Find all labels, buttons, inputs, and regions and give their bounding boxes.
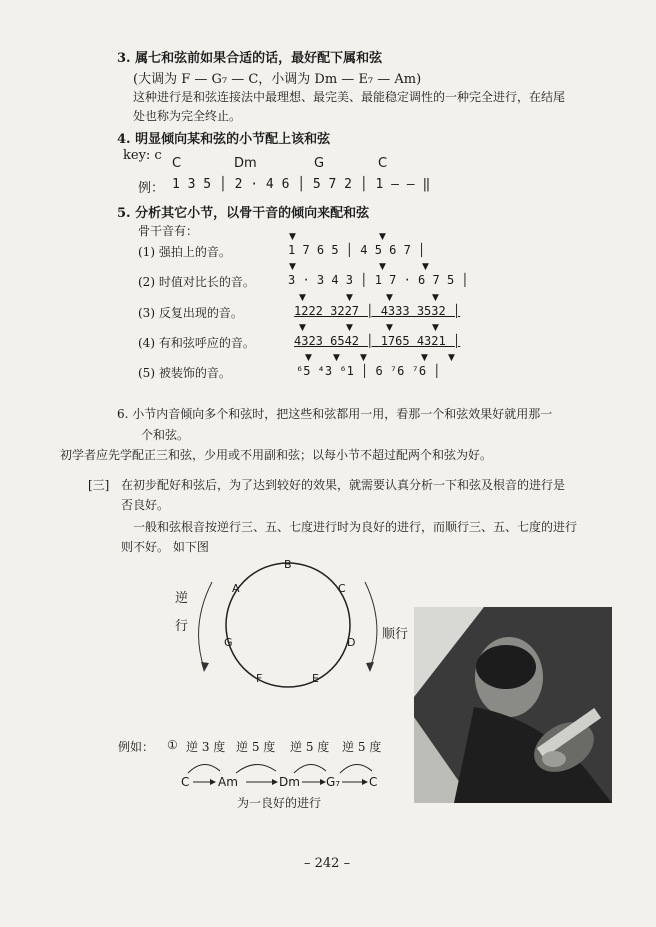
prog-chord-2: Am: [218, 775, 238, 789]
reverse-arrowhead: [201, 662, 209, 672]
item3-desc-1: 这种进行是和弦连接法中最理想、最完美、最能稳定调性的一种完全进行，在结尾: [133, 90, 566, 104]
row-3-label: (3) 反复出现的音。: [138, 306, 243, 320]
row-4-label: (4) 有和弦呼应的音。: [138, 336, 255, 350]
progression-arrows: [176, 755, 386, 795]
row-5-label: (5) 被装饰的音。: [138, 366, 231, 380]
chord-4: C: [378, 156, 388, 171]
note-a: A: [232, 582, 240, 595]
reverse-arc: [199, 582, 212, 668]
row-5-notes: ⁶5 ⁴3 ⁶1 │ 6 ⁷6 ⁷6 │: [296, 364, 441, 378]
section3-mark: [三]: [88, 478, 110, 492]
page-number: – 242 –: [304, 856, 351, 871]
guitarist-photo: [414, 607, 612, 803]
note-g: G: [224, 636, 233, 649]
item6-line-2: 个和弦。: [141, 428, 190, 442]
example-notes: 1 3 5 │ 2 · 4 6 │ 5 7 2 │ 1 — — ‖: [172, 177, 431, 192]
reverse-label-2: 行: [175, 619, 189, 634]
forward-label: 顺行: [382, 627, 409, 642]
example-prog-label: 例如：: [118, 740, 155, 754]
prog-chord-4: G₇: [326, 775, 341, 789]
circle-diagram: [160, 550, 420, 700]
note-c: C: [338, 582, 346, 595]
item5-sub: 骨干音有：: [138, 224, 199, 238]
section3-line-3: 一般和弦根音按逆行三、五、七度进行时为良好的进行，而顺行三、五、七度的进行: [133, 520, 578, 534]
item3-title: 3. 属七和弦前如果合适的话，最好配下属和弦: [117, 51, 383, 66]
reverse-label-1: 逆: [175, 591, 189, 606]
section3-line-1: 在初步配好和弦后，为了达到较好的效果，就需要认真分析一下和弦及根音的进行是: [121, 478, 566, 492]
beginner-note: 初学者应先学配正三和弦，少用或不用副和弦；以每小节不超过配两个和弦为好。: [60, 448, 493, 462]
interval-2: 逆 5 度: [236, 740, 276, 754]
prog-chord-5: C: [369, 775, 378, 789]
row-2-notes: 3 · 3 4 3 │ 1 7 · 6 7 5 │: [288, 273, 469, 287]
note-f: F: [256, 672, 263, 685]
chord-3: G: [314, 156, 325, 171]
note-b: B: [284, 558, 292, 571]
row-2-label: (2) 时值对比长的音。: [138, 275, 255, 289]
chord-1: C: [172, 156, 182, 171]
key-label: key: c: [123, 148, 162, 163]
forward-arc: [365, 582, 377, 668]
interval-4: 逆 5 度: [342, 740, 382, 754]
root-circle: [226, 563, 350, 687]
item3-example: (大调为 F — G₇ — C，小调为 Dm — E₇ — Am): [133, 72, 422, 87]
prog-chord-1: C: [181, 775, 190, 789]
interval-1: 逆 3 度: [186, 740, 226, 754]
row-1-label: (1) 强拍上的音。: [138, 245, 231, 259]
row-1-notes: 1 7 6 5 │ 4 5 6 7 │: [288, 243, 426, 257]
item6-line-1: 6. 小节内音倾向多个和弦时，把这些和弦都用一用，看那一个和弦效果好就用那一: [117, 407, 553, 421]
row-4-notes: 4323 6542 │ 1765 4321 │: [294, 334, 461, 348]
example-label: 例：: [138, 181, 165, 196]
section3-line-2: 否良好。: [121, 498, 170, 512]
item5-title: 5. 分析其它小节，以骨干音的倾向来配和弦: [117, 206, 370, 221]
forward-arrowhead: [366, 662, 374, 672]
item3-desc-2: 处也称为完全终止。: [133, 109, 242, 123]
example-prog-marker: ①: [167, 738, 178, 752]
item4-title: 4. 明显倾向某和弦的小节配上该和弦: [117, 132, 331, 147]
note-d: D: [347, 636, 356, 649]
row-3-notes: 1222 3227 │ 4333 3532 │: [294, 304, 461, 318]
prog-chord-3: Dm: [279, 775, 300, 789]
note-e: E: [312, 672, 319, 685]
section3-line-4: 则不好。 如下图: [121, 540, 209, 554]
chord-2: Dm: [234, 156, 257, 171]
interval-3: 逆 5 度: [290, 740, 330, 754]
progression-caption: 为一良好的进行: [237, 796, 322, 810]
